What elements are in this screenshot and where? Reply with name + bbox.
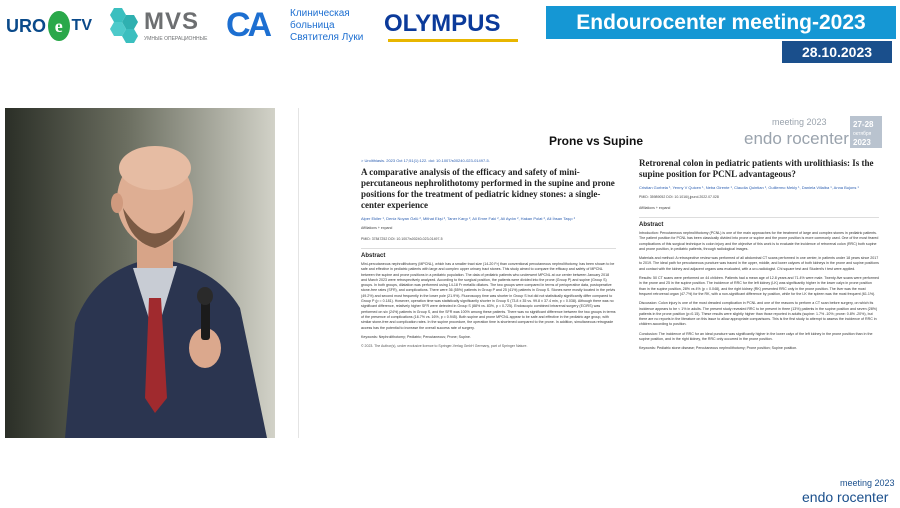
uro-logo-circle: e [48, 11, 70, 41]
footer-event-logo [800, 476, 896, 506]
speaker-video [5, 108, 275, 438]
footer-endourocenter-logo-icon [800, 476, 896, 506]
slide-logo-brand: endo rocenter [744, 129, 849, 148]
left-paper-affiliations[interactable]: Affiliations + expand [361, 226, 393, 230]
event-title-banner: Endourocenter meeting-2023 [546, 6, 896, 39]
left-paper-abstract-text: Mini-percutaneous nephrolithotomy (MPCNL), which has a smaller tract size (14-20 Fr) than conventional percutaneous nephrolithotomy, has been shown to be safe and effective in pediatric patients with large and complex upper urinary tract stones. This study aimed to compare the efficacy and safety of MPCNL between the supine and prone positions in a pediatric population. The data of pediatric patients who underwent MPCNL at our center between January 2018 and March 2023 were retrospectively analyzed. According to the surgical position, the patients were divided into the prone (Group P) and supine (Group S) groups. In both groups, dilatation was performed using 14-18 Fr metallic dilators. The two groups were compared in terms of perioperative data, postoperative stone-free rates (SFR), and complications. There were 36 (55%) patients in Group P and 25 (41%) patients in Group S. Stones were mostly located in the pelvis (49.2%) and second most frequently in the lower pole (21.9%). Fluoroscopy time was shorter in Group S but did not statistically significantly differ compared to Group P (p = 0.181). However, operation time was statistically significantly shorter in Group S (73.8 ± 35 vs. 99.8 ± 37.4 min, p = 0.038). Although there was no significant difference, relatively higher SFR were detected in Group S (88% vs. 83%, p = 0.725). Endoscopic combined intrarenal surgery (ECIRS) was performed on six (24%) patients in Group S, and the SFR was 100% among these patients. There was no significant difference between the two groups in terms of the presence of complications (16.7% vs. 16%, p = 0.945). Both supine and prone MPCNL appear to be safe and effective in the pediatric age group, with similar stone-free and complication rates. In the supine procedure, the operation time is shortened compared to the prone. In addition, simultaneous retrograde access has the potential to increase the overall success rate of surgery. [361, 262, 616, 330]
slide-logo-meeting: meeting 2023 [772, 117, 827, 127]
left-paper-authors[interactable]: Alper Ekiler ¹, Deniz Noyan Özlü ², Mithat Ekşi ², Taner Kargı ², Ali Emre Faki ², Ali Aydın ², Hakan Polat ², Ali İhsan Taşçı ² [361, 216, 576, 221]
mvs-hexagon-icon [104, 6, 144, 46]
slide-event-logo [732, 114, 882, 150]
olympus-logo [384, 10, 500, 38]
tv-logo-text: TV [71, 17, 92, 34]
mvs-logo [104, 6, 216, 46]
mvs-logo-name: MVS [144, 8, 200, 35]
speaker-figure-image [5, 108, 275, 438]
olympus-logo-underline [388, 39, 518, 42]
right-paper-results: Results: 50 CT scans were performed on 44 children. Patients had a mean age of 12.8 years and 71.4% were male. Twenty-five scans were performed in the prone and 25 in the supine position. The incidence of RRC for the left kidney (LK) was significantly higher in the lower calyx in prone position than in the supine position, 28% vs 4% (p = 0.048), and the right kidney (RK) presented RRC only in the prone position. The liver was the most frequent retrorenal organ (47.7%) for the RK, with a non-significant difference by position, while for the LK the spleen was the most frequent (61.1%). [639, 276, 879, 296]
presentation-slide [298, 108, 892, 438]
right-paper-abstract [639, 158, 879, 356]
clinic-logo [226, 4, 376, 46]
clinic-logo-mark: CA [226, 6, 270, 44]
slide-logo-year: 2023 [853, 138, 871, 147]
event-date-badge: 28.10.2023 [782, 41, 892, 63]
right-paper-methods: Materials and method: A retrospective review was performed of all abdominal CT scans performed in one center, in patients under 18 years since 2017 to 2019. The ideal path for percutaneous puncture was traced in the upper, middle, and lower calyces of both kidneys in the prone and supine positions and contact with the kidney and adjacent organs was evaluated, with a uro-radiologist. Chi square test and Student's t test were applied. [639, 256, 879, 271]
right-paper-title: Retrorenal colon in pediatric patients with urolithiasis: Is the supine position for PCNL advantageous? [639, 158, 874, 179]
uro-logo-text: URO [6, 15, 46, 36]
footer-logo-meeting: meeting 2023 [840, 478, 895, 488]
right-paper-discussion: Discussion: Colon injury is one of the most dreaded complication in PCNL and one of the reasons to perform a CT scan before surgery, on which its incidence appears to be < 1% in adults. The present study revealed RRC to be present in three (13%) patients in the supine position and seven (28%) patients in the prone position (p=0.15). These results were slightly higher than those reported in adults (supine: 1.7% -10%; prone: 0.8% -20%), but there are no reports in the literature on this issue to allow appropriate comparisons. This is the first study to attempt to assess the incidence of RRC in children according to position. [639, 301, 878, 327]
slide-title: Prone vs Supine [548, 134, 644, 148]
left-paper-title: A comparative analysis of the efficacy and safety of mini-percutaneous nephrolithotomy performed in the supine and prone positions for the treatment of pediatric kidney stones: a single-center experience [361, 167, 615, 210]
right-paper-abstract-heading: Abstract [639, 222, 664, 228]
clinic-logo-line1: Клиническая [290, 8, 350, 19]
right-paper-authors[interactable]: Cristian Gorbeia ¹, Yenny V Quicen ¹, Neba Girente ¹, Claudia Quintian ¹, Guillermo Mekly ¹, Daniela Villalba ¹, Anna Bujons ¹ [639, 185, 859, 190]
right-paper-pmid: PMID: 35989052 DOI: 10.1016/j.jpurol.2022.07.028 [639, 195, 719, 199]
right-paper-divider [639, 217, 879, 218]
right-paper-introduction: Introduction: Percutaneous nephrolithotomy (PCNL) is one of the main approaches for the treatment of large and complex stones in pediatric patients. The patient position for PCNL has been classically divided into prone or supine and the prone position is more commonly used. One of the most feared complications of this surgical technique is colon injury and the objective of this work is to evaluate the incidence of retrorenal colon (RRC) both supine and prone position, in pediatric patients, through radiological images. [639, 231, 879, 251]
right-paper-conclusion: Conclusion: The incidence of RRC for an ideal puncture was significantly higher in the lower calyx of the left kidney in the prone position than in the supine position, and in the right kidney, the RRC only occurred in the prone position. [639, 331, 873, 342]
left-paper-copyright: © 2023. The Author(s), under exclusive licence to Springer-Verlag GmbH Germany, part of Springer Nature. [361, 344, 528, 349]
clinic-logo-text [290, 8, 363, 44]
footer-logo-brand: endo rocenter [802, 489, 889, 505]
left-paper-journal[interactable]: > Urolithiasis. 2023 Oct 17;51(1):122. doi: 10.1007/s00240-023-01497-5. [361, 158, 490, 163]
olympus-logo-text: OLYMPUS [384, 10, 501, 37]
left-paper-abstract [361, 158, 616, 348]
clinic-logo-line3: Святителя Луки [290, 32, 364, 43]
left-paper-keywords: Keywords: Nephrolithotomy; Pediatric; Percutaneous; Prone; Supine. [361, 334, 471, 339]
left-paper-divider [361, 248, 616, 249]
left-paper-abstract-heading: Abstract [361, 253, 386, 259]
right-paper-affiliations[interactable]: Affiliations + expand [639, 206, 671, 210]
clinic-logo-line2: больница [290, 20, 335, 31]
endourocenter-logo-icon [732, 114, 882, 150]
slide-logo-dates: 27-28 [853, 120, 874, 129]
left-paper-pmid: PMID: 37847252 DOI: 10.1007/s00240-023-01497-5 [361, 237, 443, 241]
right-paper-keywords: Keywords: Pediatric stone disease; Percutaneous nephrolithotomy; Prone position; Supine position. [639, 346, 798, 351]
mvs-logo-subtitle: УМНЫЕ ОПЕРАЦИОННЫЕ [144, 36, 208, 42]
slide-logo-month: октября [853, 131, 872, 137]
uro-tv-logo [6, 8, 92, 44]
